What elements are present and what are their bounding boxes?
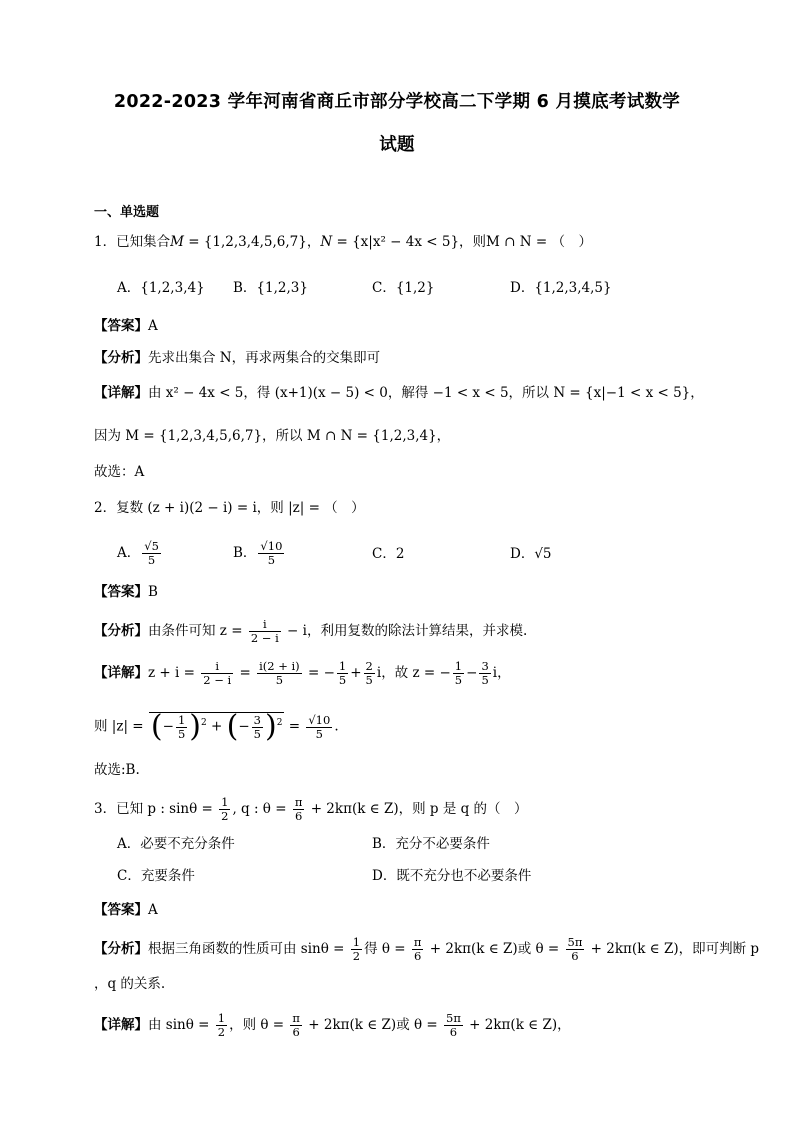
q2-detail-frac3-num: 1 <box>338 659 347 673</box>
q2-answer-line <box>94 582 734 602</box>
q3-stem-frac1 <box>219 796 230 823</box>
q3-analysis-frac1-num: 1 <box>352 935 361 949</box>
q3-option-a: A．必要不充分条件 <box>117 836 235 852</box>
q2-detail-frac4 <box>364 660 375 687</box>
q1-conclusion: 故选：A <box>94 464 145 480</box>
q3-detail-mid1: ，则 θ = <box>229 1017 289 1033</box>
q2-option-b <box>233 540 286 567</box>
q2-option-a-label: A． <box>117 545 141 561</box>
q3-detail-frac3-num: 5π <box>446 1011 461 1025</box>
q2-detail-frac3-den: 5 <box>338 673 347 687</box>
q1-analysis-line <box>94 348 734 368</box>
q1-detail1: 由 x² − 4x < 5，得 (x+1)(x − 5) < 0，解得 −1 < x < 5，所以 N = {x|−1 < x < 5}， <box>148 385 704 401</box>
q2-option-a-fraction <box>142 540 161 567</box>
q3-stem <box>94 796 734 823</box>
q2-option-b-fraction <box>258 540 284 567</box>
q2-detail-frac2-den: 5 <box>275 673 284 687</box>
q2-modulus-root: (− $\frac{1}{5}$ )$^2$ + (− $\frac{3}{5}$ )$^2$ <box>150 709 283 744</box>
q2-detail-pre: z + i = <box>148 665 200 681</box>
q3-analysis-mid1: 得 θ = <box>364 941 410 957</box>
q2-analysis-line <box>94 618 734 645</box>
q2-detail-frac1 <box>201 660 233 687</box>
q1-stem-mset: = {1,2,3,4,5,6,7}， <box>183 234 321 250</box>
answer-tag: 【答案】 <box>94 902 148 918</box>
q3-option-b: B．充分不必要条件 <box>372 836 490 852</box>
detail-tag: 【详解】 <box>94 665 148 681</box>
q3-detail-pre: 由 sinθ = <box>148 1017 214 1033</box>
q2-detail-frac2-num: i(2 + i) <box>259 659 300 673</box>
q3-option-c: C．充要条件 <box>117 868 195 884</box>
q2-modulus-frac2-den: 5 <box>253 726 261 741</box>
q3-detail-line <box>94 1012 734 1039</box>
q3-stem-pre: 3．已知 p : sinθ = <box>94 801 218 817</box>
q2-analysis-pre: 由条件可知 z = <box>148 623 247 639</box>
q2-option-d: D．√5 <box>510 546 552 562</box>
q3-detail-frac1 <box>216 1012 227 1039</box>
q2-detail-frac1-den: 2 − i <box>203 673 232 687</box>
detail-tag: 【详解】 <box>94 385 148 401</box>
q3-stem-frac2-num: π <box>294 795 303 809</box>
q3-stem-post: + 2kπ(k ∈ Z)，则 p 是 q 的（ ） <box>306 801 528 817</box>
q2-stem: 2．复数 (z + i)(2 − i) = i，则 |z| = （ ） <box>94 500 365 516</box>
q2-option-a-den: 5 <box>147 553 156 567</box>
q2-modulus-frac2-num: 3 <box>253 712 261 727</box>
q1-analysis: 先求出集合 N，再求两集合的交集即可 <box>148 350 381 366</box>
analysis-tag: 【分析】 <box>94 941 148 957</box>
analysis-tag: 【分析】 <box>94 623 148 639</box>
analysis-tag: 【分析】 <box>94 350 148 366</box>
q2-detail-frac6-num: 3 <box>481 659 489 673</box>
q1-answer-line <box>94 316 734 336</box>
q2-modulus-frac1-num: 1 <box>177 712 186 727</box>
q2-detail-line1: 【详解】z + i = $\frac{i}{2 - i}$ = $\frac{i(2 + i)}{5}$ = − $\frac{1}{5}$ + $\frac{2}{5}$ i，故 z = − $\frac{1}{5}$ − $\frac{3}{5}$ i， <box>94 659 511 687</box>
q1-option-c: C．{1,2} <box>372 280 435 296</box>
q2-detail-frac5-num: 1 <box>454 659 463 673</box>
doc-title-line2: 试题 <box>379 135 415 155</box>
q3-analysis-frac1 <box>351 936 362 963</box>
q2-detail-mid: ，故 z = − <box>381 665 451 681</box>
q3-stem-frac1-den: 2 <box>221 809 229 823</box>
q3-stem-mid: , q : θ = <box>232 801 291 817</box>
q2-option-b-den: 5 <box>267 553 276 567</box>
q3-detail-frac2-den: 6 <box>292 1025 300 1039</box>
q2-detail-frac4-den: 5 <box>365 673 373 687</box>
q3-analysis-frac3-num: 5π <box>567 935 583 949</box>
q2-detail-end: i， <box>492 665 511 681</box>
q2-detail-frac4-num: 2 <box>365 659 373 673</box>
q1-stem-nset: = {x|x² − 4x < 5}，则 <box>332 234 487 250</box>
q3-detail-frac2-num: π <box>292 1011 300 1025</box>
q2-modulus-line: 则 |z| = (− $\frac{1}{5}$ )$^2$ + (− $\frac{3}{5}$ )$^2$ = $\frac{√10}{5}$ . <box>94 709 339 744</box>
q3-detail-mid2: + 2kπ(k ∈ Z)或 θ = <box>303 1017 443 1033</box>
q3-detail-frac2 <box>290 1012 302 1039</box>
q3-analysis-pre: 根据三角函数的性质可由 sinθ = <box>148 941 349 957</box>
q3-stem-frac2 <box>293 796 305 823</box>
q3-detail-frac1-num: 1 <box>217 1011 226 1025</box>
q2-detail-frac3 <box>337 660 348 687</box>
q3-analysis-frac2-num: π <box>413 935 422 949</box>
q2-modulus-result <box>306 714 332 741</box>
q1-option-a: A．{1,2,3,4} <box>117 280 205 296</box>
q3-detail-post: + 2kπ(k ∈ Z)， <box>464 1017 571 1033</box>
q3-answer-line <box>94 900 734 920</box>
section-heading: 一、单选题 <box>94 205 160 220</box>
q3-detail-frac3-den: 6 <box>449 1025 458 1039</box>
detail-tag: 【详解】 <box>94 1017 148 1033</box>
q2-analysis-fraction <box>249 618 281 645</box>
q1-stem <box>94 232 734 252</box>
q3-analysis-frac3-den: 6 <box>571 949 579 963</box>
q2-option-b-num: √10 <box>260 539 283 553</box>
q3-analysis-frac3 <box>566 936 585 963</box>
q3-stem-frac1-num: 1 <box>221 795 229 809</box>
q2-detail-frac1-num: i <box>201 660 233 674</box>
q1-stem-prefix: 1．已知集合 <box>94 234 171 250</box>
q2-answer: B <box>148 584 158 600</box>
q1-option-d: D．{1,2,3,4,5} <box>510 280 612 296</box>
q2-modulus-result-den: 5 <box>315 726 323 741</box>
q2-analysis-num: i <box>249 618 281 632</box>
q2-detail-frac5-den: 5 <box>454 673 463 687</box>
q3-analysis-frac1-den: 2 <box>352 949 361 963</box>
q3-analysis-line1 <box>94 935 760 963</box>
q2-detail-frac6 <box>479 660 490 687</box>
q3-detail-frac1-den: 2 <box>217 1025 226 1039</box>
q3-analysis-post: + 2kπ(k ∈ Z)，即可判断 p <box>586 941 760 957</box>
q2-option-b-label: B． <box>233 545 257 561</box>
q3-analysis-frac2 <box>412 936 424 963</box>
q2-modulus-pre: 则 |z| = <box>94 718 148 735</box>
q3-option-d: D．既不充分也不必要条件 <box>372 868 532 884</box>
q3-analysis-line2: ，q 的关系. <box>94 976 166 992</box>
q1-stem-n: N <box>320 234 333 250</box>
q2-option-a <box>117 540 163 567</box>
q3-answer: A <box>148 902 158 918</box>
q3-analysis-frac2-den: 6 <box>414 949 422 963</box>
q1-stem-m: M <box>170 234 184 250</box>
q1-option-b: B．{1,2,3} <box>233 280 308 296</box>
q1-detail-line2: 因为 M = {1,2,3,4,5,6,7}，所以 M ∩ N = {1,2,3,4}， <box>94 428 451 444</box>
q2-detail-frac2 <box>257 660 302 687</box>
q1-detail-line1 <box>94 383 734 403</box>
q3-detail-frac3 <box>444 1012 463 1039</box>
doc-title-line1: 2022-2023 学年河南省商丘市部分学校高二下学期 6 月摸底考试数学 <box>113 92 681 112</box>
q1-answer: A <box>148 318 158 334</box>
q2-analysis-post: − i，利用复数的除法计算结果，并求模. <box>282 623 528 639</box>
q2-option-c: C．2 <box>372 546 405 562</box>
q2-conclusion: 故选:B. <box>94 762 140 778</box>
q3-analysis-mid2: + 2kπ(k ∈ Z)或 θ = <box>425 941 564 957</box>
answer-tag: 【答案】 <box>94 584 148 600</box>
q3-stem-frac2-den: 6 <box>294 809 303 823</box>
q2-detail-frac6-den: 5 <box>481 673 489 687</box>
q2-analysis-den: 2 − i <box>250 631 279 645</box>
q2-option-a-num: √5 <box>144 539 159 553</box>
answer-tag: 【答案】 <box>94 318 148 334</box>
q2-detail-frac5 <box>453 660 464 687</box>
q2-modulus-frac1-den: 5 <box>177 726 186 741</box>
q2-modulus-result-num: √10 <box>308 712 331 727</box>
q1-stem-end: M ∩ N = （ ） <box>486 234 592 250</box>
